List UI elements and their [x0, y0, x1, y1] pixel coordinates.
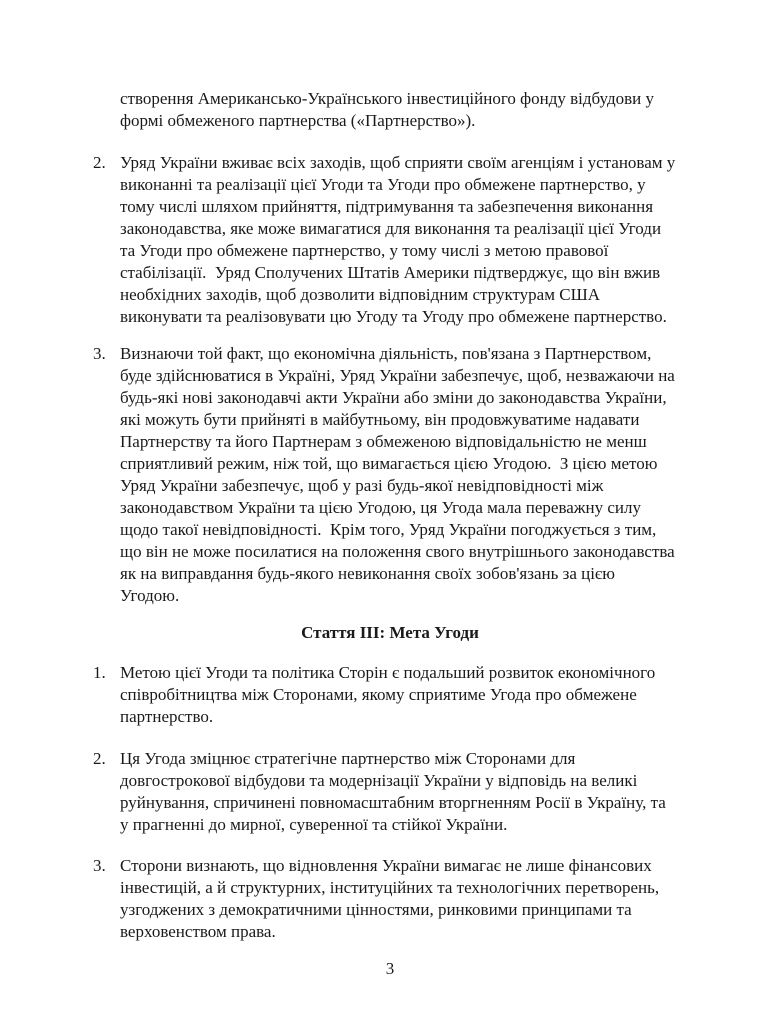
- paragraph-line: та Угоди про обмежене партнерство, у тому числі з метою правової: [120, 241, 609, 260]
- paragraph-line: Уряд України вживає всіх заходів, щоб сприяти своїм агенціям і установам у: [120, 153, 676, 172]
- paragraph-line: буде здійснюватися в Україні, Уряд України забезпечує, щоб, незважаючи на: [120, 366, 675, 385]
- paragraph-line: Партнерству та його Партнерам з обмеженою відповідальністю не менш: [120, 432, 647, 451]
- paragraph-line: законодавства, яке може вимагатися для виконання та реалізації цієї Угоди: [120, 219, 662, 238]
- paragraph-line: Ця Угода зміцнює стратегічне партнерство між Сторонами для: [120, 749, 576, 768]
- intro-line: формі обмеженого партнерства («Партнерство»).: [120, 111, 476, 130]
- paragraph-line: щодо такої невідповідності. Крім того, Уряд України погоджується з тим,: [120, 520, 657, 539]
- paragraph-line: партнерство.: [120, 707, 214, 726]
- item-number: 1.: [93, 663, 106, 682]
- paragraph-line: у прагненні до мирної, суверенної та стійкої України.: [120, 815, 508, 834]
- intro-line: створення Американсько-Українського інвестиційного фонду відбудови у: [120, 89, 655, 108]
- item-number: 3.: [93, 856, 106, 875]
- paragraph-line: законодавством України та цією Угодою, ця Угода мала переважну силу: [120, 498, 642, 517]
- paragraph-line: необхідних заходів, щоб дозволити відповідним структурам США: [120, 285, 601, 304]
- paragraph-line: інвестицій, а й структурних, інституційних та технологічних перетворень,: [120, 878, 660, 897]
- item-number: 2.: [93, 749, 106, 768]
- paragraph-line: Угодою.: [120, 586, 180, 605]
- paragraph-line: Уряд України забезпечує, щоб у разі будь-якої невідповідності між: [120, 476, 604, 495]
- paragraph-line: узгоджених з демократичними цінностями, ринковими принципами та: [120, 900, 632, 919]
- paragraph-line: довгострокової відбудови та модернізації України у відповідь на великі: [120, 771, 638, 790]
- paragraph-line: сприятливий режим, ніж той, що вимагається цією Угодою. З цією метою: [120, 454, 658, 473]
- paragraph-line: будь-які нові законодавчі акти України або зміни до законодавства України,: [120, 388, 667, 407]
- paragraph-line: тому числі шляхом прийняття, підтримування та забезпечення виконання: [120, 197, 654, 216]
- paragraph-line: верховенством права.: [120, 922, 276, 941]
- item-number: 3.: [93, 344, 106, 363]
- paragraph-line: що він не може посилатися на положення свого внутрішнього законодавства: [120, 542, 675, 561]
- paragraph-line: руйнування, спричинені повномасштабним вторгненням Росії в Україну, та: [120, 793, 666, 812]
- paragraph-line: виконувати та реалізовувати цю Угоду та Угоду про обмежене партнерство.: [120, 307, 667, 326]
- paragraph-line: співробітництва між Сторонами, якому сприятиме Угода про обмежене: [120, 685, 637, 704]
- paragraph-line: Метою цієї Угоди та політика Сторін є подальший розвиток економічного: [120, 663, 656, 682]
- paragraph-line: які можуть бути прийняті в майбутньому, він продовжуватиме надавати: [120, 410, 640, 429]
- page-number: 3: [385, 959, 395, 978]
- paragraph-line: як на виправдання будь-якого невиконання своїх зобов'язань за цією: [120, 564, 615, 583]
- paragraph-line: виконанні та реалізації цієї Угоди та Угоди про обмежене партнерство, у: [120, 175, 646, 194]
- article-heading: Стаття ІІІ: Мета Угоди: [301, 623, 479, 642]
- paragraph-line: Сторони визнають, що відновлення України вимагає не лише фінансових: [120, 856, 652, 875]
- item-number: 2.: [93, 153, 106, 172]
- paragraph-line: стабілізації. Уряд Сполучених Штатів Америки підтверджує, що він вжив: [120, 263, 661, 282]
- paragraph-line: Визнаючи той факт, що економічна діяльність, пов'язана з Партнерством,: [120, 344, 652, 363]
